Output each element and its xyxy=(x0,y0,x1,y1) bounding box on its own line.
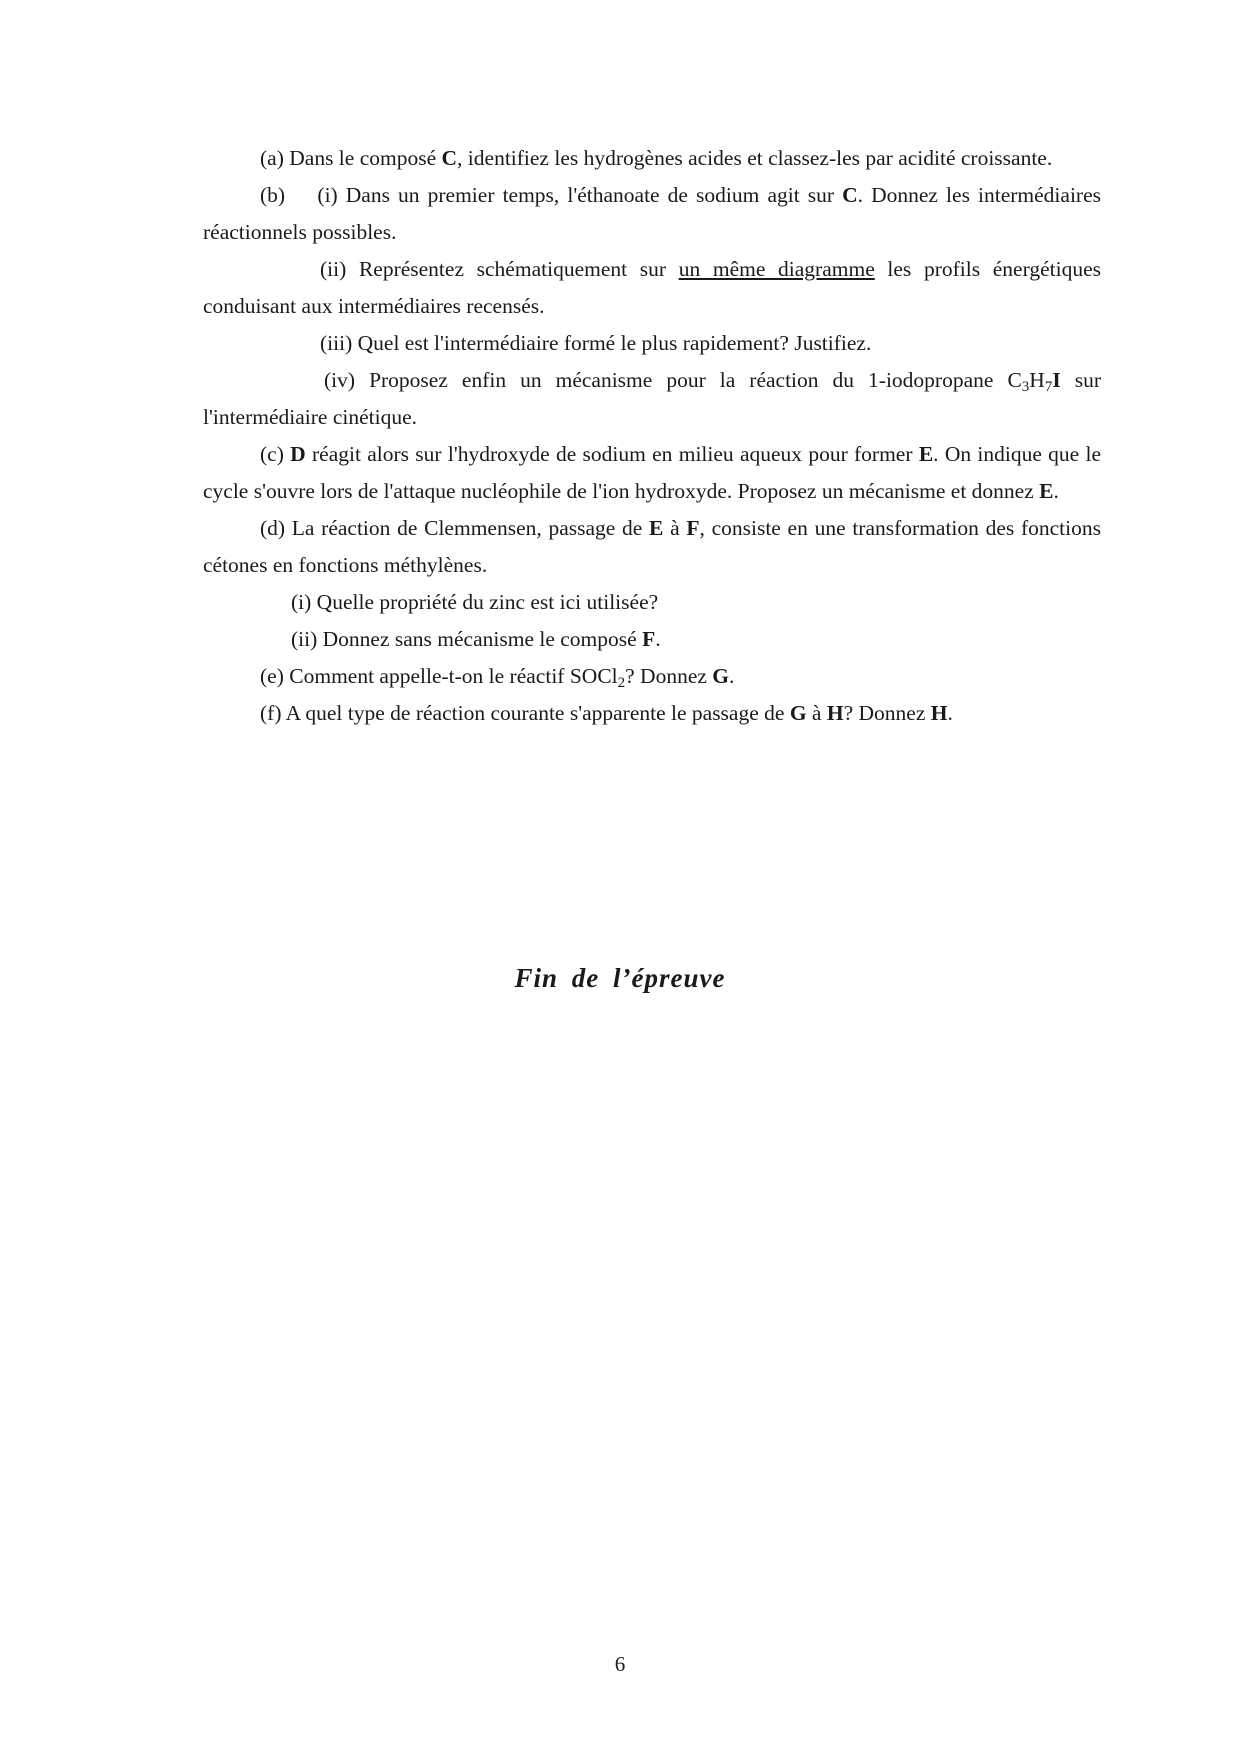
compound-c: C xyxy=(441,146,458,170)
compound-h: H xyxy=(826,701,844,725)
question-e-label: (e) xyxy=(260,664,284,688)
compound-h: H xyxy=(930,701,948,725)
compound-e: E xyxy=(1039,479,1054,503)
compound-e: E xyxy=(918,442,934,466)
question-f-label: (f) xyxy=(260,701,282,725)
question-d: (d) La réaction de Clemmensen, passage de E à F, consiste en une transformation des fonctions cétones en fonctions méthylènes. xyxy=(203,516,1101,577)
question-f: (f) A quel type de réaction courante s'apparente le passage de G à H? Donnez H. xyxy=(260,701,953,725)
compound-e: E xyxy=(649,516,664,540)
question-d-label: (d) xyxy=(260,516,286,540)
question-b-ii: (ii) Représentez schématiquement sur un même diagramme les profils énergétiques conduisant aux intermédiaires recensés. xyxy=(203,257,1101,318)
compound-g: G xyxy=(712,664,730,688)
question-d-ii: (ii) Donnez sans mécanisme le composé F. xyxy=(291,627,661,651)
question-d-i: (i) Quelle propriété du zinc est ici utilisée? xyxy=(291,590,659,614)
end-of-exam-text: Fin de l’épreuve xyxy=(514,963,726,993)
question-list xyxy=(203,140,1101,732)
question-b-iv: (iv) Proposez enfin un mécanisme pour la réaction du 1-iodopropane $C_3H_7I$ sur l'intermédiaire cinétique. xyxy=(203,368,1101,429)
question-c: (c) D réagit alors sur l'hydroxyde de sodium en milieu aqueux pour former E. On indique que le cycle s'ouvre lors de l'attaque nucléophile de l'ion hydroxyde. Proposez un mécanisme et donnez E. xyxy=(203,442,1102,503)
question-a: (a) Dans le composé C, identifiez les hydrogènes acides et classez-les par acidité croissante. xyxy=(260,146,1053,170)
question-b-label: (b) xyxy=(260,183,286,207)
question-b-iii: (iii) Quel est l'intermédiaire formé le plus rapidement? Justifiez. xyxy=(320,331,872,355)
underlined-phrase: un même diagramme xyxy=(678,257,875,281)
question-c-label: (c) xyxy=(260,442,284,466)
question-e: (e) Comment appelle-t-on le réactif SOCl$_2$? Donnez G. xyxy=(260,664,735,691)
question-b-i: (b) (i) Dans un premier temps, l'éthanoate de sodium agit sur C. Donnez les intermédiaires réactionnels possibles. xyxy=(203,183,1101,244)
compound-f: F xyxy=(642,627,656,651)
compound-g: G xyxy=(789,701,807,725)
compound-d: D xyxy=(290,442,306,466)
compound-c: C xyxy=(842,183,858,207)
compound-f: F xyxy=(686,516,700,540)
question-a-label: (a) xyxy=(260,146,284,170)
page-number: 6 xyxy=(614,1652,626,1676)
